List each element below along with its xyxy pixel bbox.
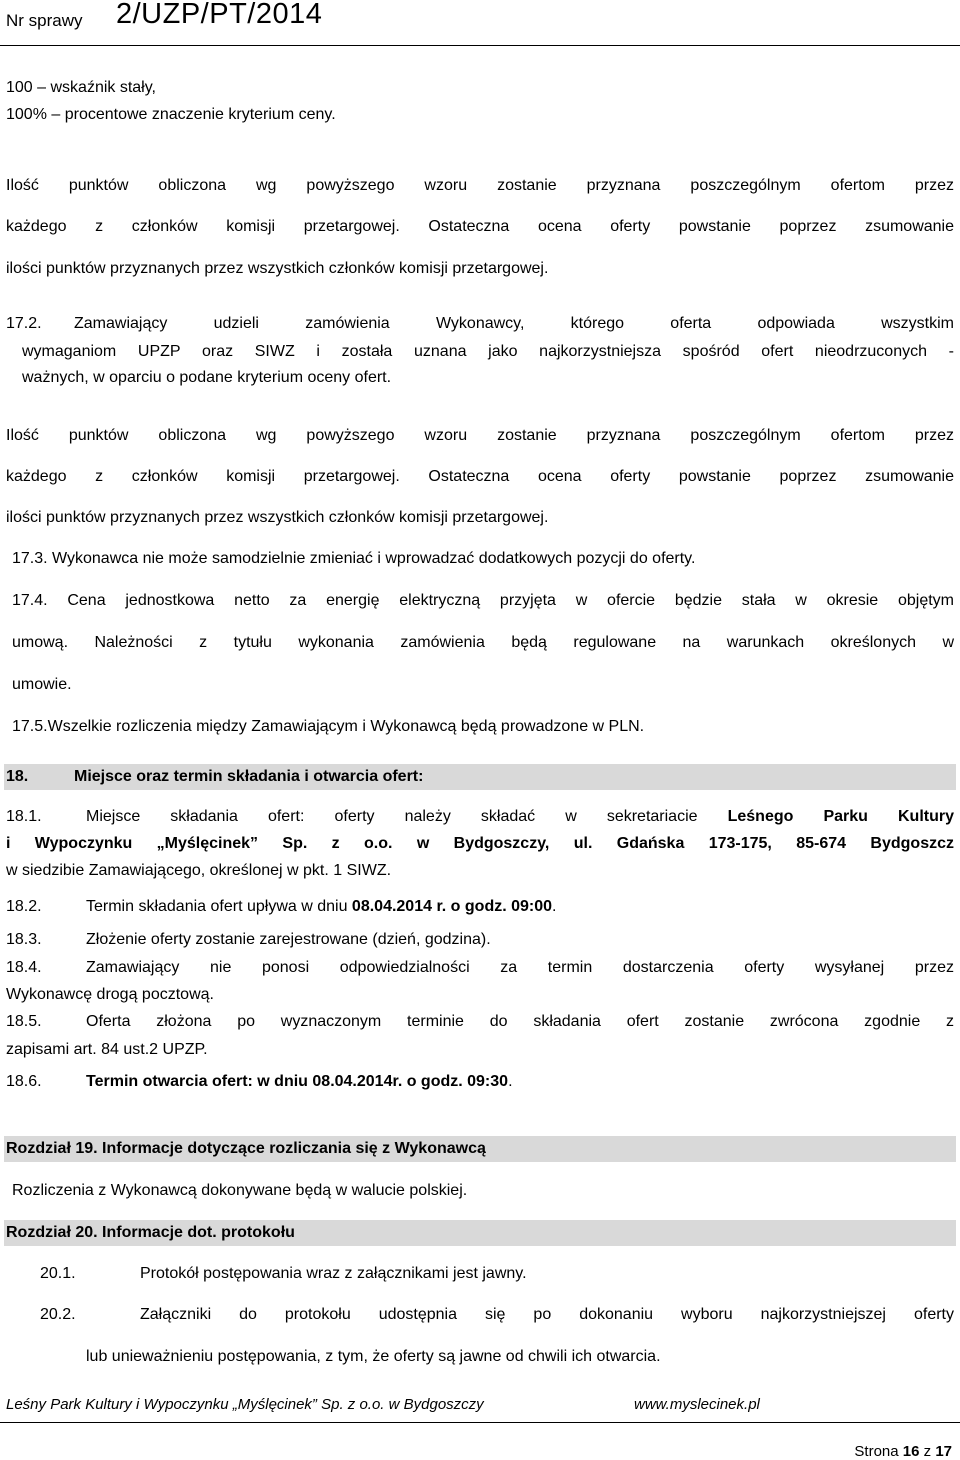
chapter-20-title: Rozdział 20. Informacje dot. protokołu <box>6 1224 295 1241</box>
section-18-1-bold1: Leśnego Parku Kultury <box>727 808 954 825</box>
item-20-2-line2: lub unieważnieniu postępowania, z tym, że oferty są jawne od chwili ich otwarcia. <box>86 1348 661 1365</box>
section-17-3: 17.3. Wykonawca nie może samodzielnie zmieniać i wprowadzać dodatkowych pozycji do oferty. <box>12 550 696 567</box>
item-20-2-number: 20.2. <box>40 1306 76 1323</box>
section-17-5: 17.5.Wszelkie rozliczenia między Zamawiającym i Wykonawcą będą prowadzone w PLN. <box>12 718 645 735</box>
item-20-2-line1: Załączniki do protokołu udostępnia się po dokonaniu wyboru najkorzystniejszej oferty <box>140 1306 954 1323</box>
chapter-20-heading <box>4 1220 956 1246</box>
footer-organization: Leśny Park Kultury i Wypoczynku „Myślęcinek” Sp. z o.o. w Bydgoszczy <box>6 1396 484 1413</box>
item-20-1-text: Protokół postępowania wraz z załącznikami jest jawny. <box>140 1265 527 1282</box>
formula-note-1: 100 – wskaźnik stały, <box>6 79 156 96</box>
para-points-b1: Ilość punktów obliczona wg powyższego wzoru zostanie przyznana poszczególnym ofertom przez <box>6 427 954 444</box>
section-18-1-line2 <box>6 833 954 855</box>
section-18-3-number: 18.3. <box>6 931 42 948</box>
section-18-heading <box>4 764 956 790</box>
footer-rule <box>0 1422 960 1423</box>
section-18-4-number: 18.4. <box>6 959 42 976</box>
header-rule <box>0 45 960 46</box>
section-18-6-number: 18.6. <box>6 1073 42 1090</box>
section-17-2-number: 17.2. <box>6 315 42 332</box>
section-17-4-line1: 17.4. Cena jednostkowa netto za energię elektryczną przyjęta w ofercie będzie stała w okresie objętym <box>12 592 954 609</box>
item-20-1-number: 20.1. <box>40 1265 76 1282</box>
para-points-b3: ilości punktów przyznanych przez wszystkich członków komisji przetargowej. <box>6 509 549 526</box>
section-17-4-line2: umową. Należności z tytułu wykonania zamówienia będą regulowane na warunkach określonych w <box>12 634 954 651</box>
footer-url[interactable]: www.myslecinek.pl <box>634 1396 760 1413</box>
section-18-1-number: 18.1. <box>6 808 42 825</box>
section-18-2-number: 18.2. <box>6 898 42 915</box>
para-points-2: każdego z członków komisji przetargowej. Ostateczna ocena oferty powstanie poprzez zsumowanie <box>6 218 954 235</box>
page-of: z <box>923 1443 932 1460</box>
chapter-19-heading <box>4 1136 956 1162</box>
case-number: 2/UZP/PT/2014 <box>116 0 323 30</box>
section-18-6-text: Termin otwarcia ofert: w dniu 08.04.2014r. o godz. 09:30 <box>86 1073 509 1090</box>
section-18-2-text: Termin składania ofert upływa w dniu <box>86 898 348 915</box>
para-points-1: Ilość punktów obliczona wg powyższego wzoru zostanie przyznana poszczególnym ofertom przez <box>6 177 954 194</box>
section-17-2-line1: Zamawiający udzieli zamówienia Wykonawcy, którego oferta odpowiada wszystkim <box>74 315 954 332</box>
section-17-4-line3: umowie. <box>12 676 72 693</box>
section-18-2-line <box>86 896 556 918</box>
section-17-2-line2: wymaganiom UPZP oraz SIWZ i została uznana jako najkorzystniejsza spośród ofert nieodrzuconych - <box>22 343 954 360</box>
section-18-4-line2: Wykonawcę drogą pocztową. <box>6 986 214 1003</box>
section-18-2-date: 08.04.2014 r. o godz. 09:00 <box>351 898 553 915</box>
section-18-1-bold2b: Gdańska 173-175, 85-674 Bydgoszcz <box>616 835 954 852</box>
page-current: 16 <box>902 1443 920 1460</box>
case-prefix: Nr sprawy <box>6 11 83 30</box>
formula-note-2: 100% – procentowe znaczenie kryterium ceny. <box>6 106 336 123</box>
section-17-2-line3: ważnych, w oparciu o podane kryterium oceny ofert. <box>22 369 392 386</box>
page-label: Strona <box>854 1443 899 1460</box>
page-header <box>0 0 960 46</box>
section-18-title: Miejsce oraz termin składania i otwarcia ofert: <box>74 768 424 785</box>
page-number <box>854 1443 952 1460</box>
section-18-number: 18. <box>6 768 29 785</box>
section-18-1-line3: w siedzibie Zamawiającego, określonej w pkt. 1 SIWZ. <box>6 862 392 879</box>
chapter-19-title: Rozdział 19. Informacje dotyczące rozliczania się z Wykonawcą <box>6 1140 486 1157</box>
section-18-5-number: 18.5. <box>6 1013 42 1030</box>
page-total: 17 <box>935 1443 952 1460</box>
section-18-5-line1: Oferta złożona po wyznaczonym terminie do składania ofert zostanie zwrócona zgodnie z <box>86 1013 954 1030</box>
section-18-1-text1: Miejsce składania ofert: oferty należy składać w sekretariacie <box>86 808 698 825</box>
para-points-3: ilości punktów przyznanych przez wszystkich członków komisji przetargowej. <box>6 260 549 277</box>
section-18-5-line2: zapisami art. 84 ust.2 UPZP. <box>6 1041 208 1058</box>
section-18-1-bold2a: i Wypoczynku „Myślęcinek” Sp. z o.o. w Bydgoszczy, ul. <box>6 835 593 852</box>
section-18-3-text: Złożenie oferty zostanie zarejestrowane (dzień, godzina). <box>86 931 491 948</box>
section-18-6-line <box>86 1071 513 1093</box>
section-18-6-end: . <box>508 1073 513 1090</box>
section-18-4-line1: Zamawiający nie ponosi odpowiedzialności za termin dostarczenia oferty wysyłanej przez <box>86 959 954 976</box>
section-18-2-end: . <box>552 898 557 915</box>
section-18-1-line1 <box>86 806 954 828</box>
chapter-19-text: Rozliczenia z Wykonawcą dokonywane będą w walucie polskiej. <box>12 1182 468 1199</box>
para-points-b2: każdego z członków komisji przetargowej. Ostateczna ocena oferty powstanie poprzez zsumowanie <box>6 468 954 485</box>
